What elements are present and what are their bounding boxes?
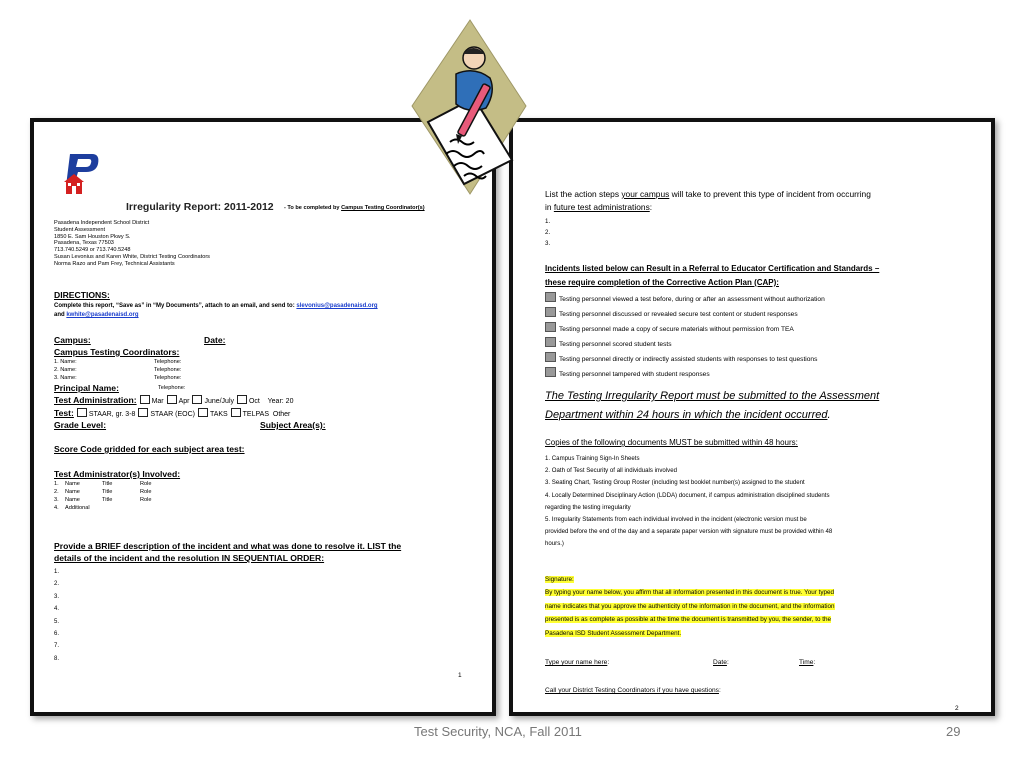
call-line: Call your District Testing Coordinators if you have questions: (545, 687, 721, 694)
incident-checkbox[interactable] (545, 352, 556, 362)
incident-item: Testing personnel discussed or revealed secure test content or student responses (545, 307, 825, 322)
ctc-list: 1. Name: Telephone: 2. Name: Telephone: 3. Name: Telephone: (54, 359, 182, 381)
directions-text-2: and kwhite@pasadenaisd.org (54, 312, 139, 318)
incident-item: Testing personnel scored student tests (545, 337, 825, 352)
signature-heading: Signature: (545, 576, 574, 583)
incidents-heading-1: Incidents listed below can Result in a Referral to Educator Certification and Standards – (545, 264, 880, 273)
test-administration-row: Test Administration: Mar Apr June/July Oct Year: 20 (54, 395, 294, 405)
principal-telephone: Telephone: (158, 385, 186, 391)
incident-checkbox[interactable] (545, 337, 556, 347)
checkbox-taks[interactable] (198, 408, 208, 417)
action-line-1: List the action steps your campus will take to prevent this type of incident from occurring (545, 189, 871, 199)
ta-list: 1. Name Title Role 2. Name Title Role 3. Name Title Role 4. Additional (54, 481, 152, 511)
writing-person-clipart (398, 14, 528, 214)
checkbox-apr[interactable] (167, 395, 177, 404)
incident-item: Testing personnel viewed a test before, during or after an assessment without authorization (545, 292, 825, 307)
action-line-2: in future test administrations: (545, 202, 653, 212)
incidents-heading-2: these require completion of the Corrective Action Plan (CAP): (545, 278, 779, 287)
incident-item: Testing personnel tampered with student responses (545, 367, 825, 382)
campus-label: Campus: (54, 335, 91, 345)
email-link-1[interactable]: slevonius@pasadenaisd.org (296, 303, 378, 309)
slide-number: 29 (946, 724, 961, 739)
copies-list: 1. Campus Training Sign-In Sheets 2. Oath of Test Security of all individuals involved 3. Seating Chart, Testing Group Roster (including test booklet number(s) assigned to the student 4. Locally Determined Disciplinary Action (LDDA) document, if campus administration disciplined students regarding the testing irregularity 5. Irregularity Statements from each individual involved in the incident (electronic version must be provided before the end of the day and a separate paper version with signature must be provided within 48 hours.) (545, 455, 833, 548)
ctc-heading: Campus Testing Coordinators: (54, 347, 180, 357)
incidents-list (545, 292, 825, 382)
report-page-2 (509, 118, 995, 716)
incident-checkbox[interactable] (545, 322, 556, 332)
checkbox-staar-eoc[interactable] (138, 408, 148, 417)
checkbox-telpas[interactable] (231, 408, 241, 417)
page-number-2: 2 (955, 705, 959, 712)
directions-heading: DIRECTIONS: (54, 290, 110, 300)
type-name-field[interactable]: Type your name here: (545, 659, 610, 666)
brief-heading-1: Provide a BRIEF description of the incident and what was done to resolve it. LIST the (54, 541, 402, 551)
action-list: 1. 2. 3. (545, 218, 551, 247)
score-code-label: Score Code gridded for each subject area test: (54, 444, 245, 454)
incident-item: Testing personnel directly or indirectly assisted students with responses to test questions (545, 352, 825, 367)
submit-notice-1: The Testing Irregularity Report must be submitted to the Assessment (545, 390, 880, 402)
checkbox-mar[interactable] (140, 395, 150, 404)
date-field[interactable]: Date: (713, 659, 729, 666)
submit-notice-2: Department within 24 hours in which the incident occurred. (545, 409, 831, 421)
subject-area-label: Subject Area(s): (260, 420, 326, 430)
signature-block: Signature: By typing your name below, you affirm that all information presented in this document is true. Your typed name indicates that you approve the authenticity of the information in the document, and the information presented is as complete as possible at the time the document is transmitted by you, the sender, to the Pasadena ISD Student Assessment Department. (545, 576, 835, 637)
title-note: - To be completed by Campus Testing Coordinator(s) (284, 205, 425, 211)
principal-label: Principal Name: (54, 383, 119, 393)
brief-heading-2: details of the incident and the resolution IN SEQUENTIAL ORDER: (54, 553, 325, 563)
report-title: Irregularity Report: 2011-2012 (126, 201, 274, 213)
grade-level-label: Grade Level: (54, 420, 107, 430)
directions-text: Complete this report, “Save as” in “My Documents”, attach to an email, and send to: slevonius@pasadenaisd.org (54, 303, 378, 309)
copies-heading: Copies of the following documents MUST be submitted within 48 hours: (545, 438, 798, 447)
date-label: Date: (204, 335, 226, 345)
incident-checkbox[interactable] (545, 367, 556, 377)
checkbox-june-july[interactable] (192, 395, 202, 404)
checkbox-oct[interactable] (237, 395, 247, 404)
ta-heading: Test Administrator(s) Involved: (54, 469, 181, 479)
incident-checkbox[interactable] (545, 307, 556, 317)
footer-caption: Test Security, NCA, Fall 2011 (414, 724, 582, 739)
checkbox-staar-38[interactable] (77, 408, 87, 417)
incident-item: Testing personnel made a copy of secure materials without permission from TEA (545, 322, 825, 337)
incident-checkbox[interactable] (545, 292, 556, 302)
page-number-1: 1 (458, 672, 462, 679)
pasadena-logo (62, 152, 100, 198)
district-address: Pasadena Independent School District Student Assessment 1850 E. Sam Houston Pkwy S. Pasadena, Texas 77503 713.740.5249 or 713.740.5248 Susan Levonius and Karen White, District Testing Coordinators Norma Razo and Pam Frey, Technical Assistants (54, 220, 210, 267)
time-field[interactable]: Time: (799, 659, 816, 666)
brief-list: 1. 2. 3. 4. 5. 6. 7. 8. (54, 569, 60, 662)
test-row: Test: STAAR, gr. 3-8 STAAR (EOC) TAKS TELPAS Other (54, 408, 291, 418)
email-link-2[interactable]: kwhite@pasadenaisd.org (66, 312, 139, 318)
